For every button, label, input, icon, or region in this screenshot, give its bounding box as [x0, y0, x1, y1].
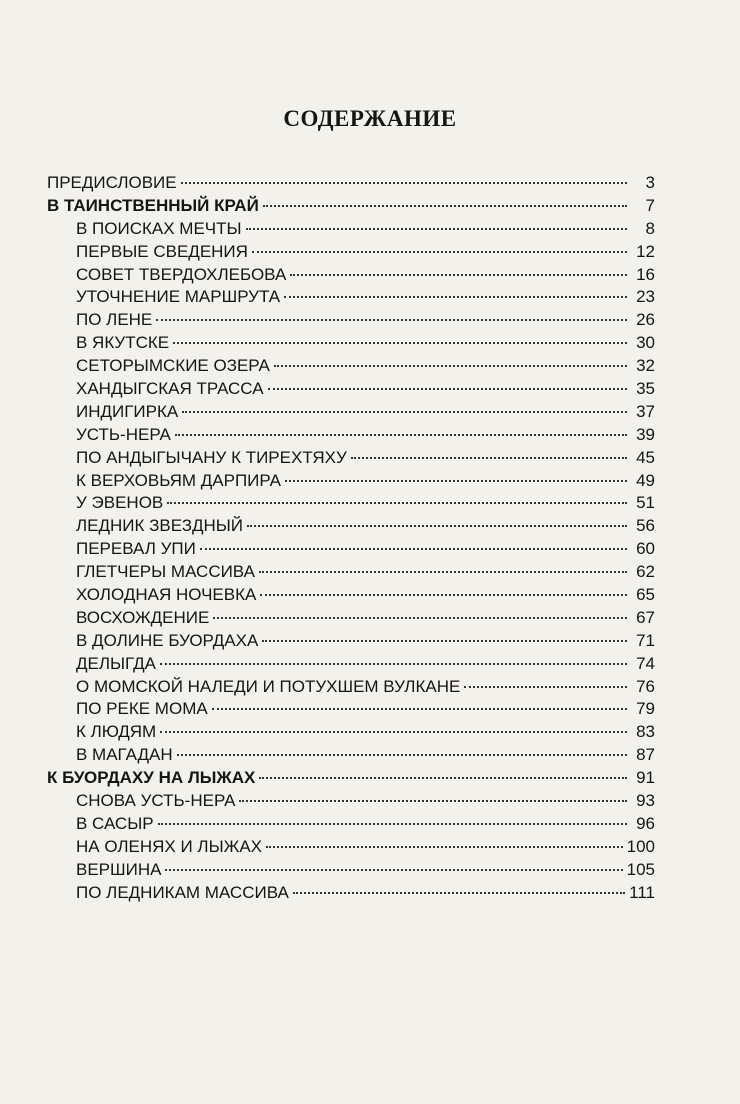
dot-leader	[156, 319, 627, 321]
toc-entry	[47, 607, 655, 630]
dot-leader	[274, 365, 627, 367]
toc-entry	[47, 630, 655, 653]
toc-entry-title: В МАГАДАН	[76, 745, 173, 765]
toc-entry-title: УТОЧНЕНИЕ МАРШРУТА	[76, 287, 281, 307]
toc-entry	[47, 355, 655, 378]
dot-leader	[259, 571, 627, 573]
toc-entry	[47, 698, 655, 721]
toc-entry-title: ПЕРЕВАЛ УПИ	[76, 539, 196, 559]
toc-entry	[47, 767, 655, 790]
dot-leader	[182, 411, 627, 413]
toc-entry-title: В ТАИНСТВЕННЫЙ КРАЙ	[47, 195, 259, 215]
dot-leader	[262, 640, 627, 642]
toc-entry-page-number: 37	[636, 401, 655, 421]
toc-entry-title: ПО ЛЕДНИКАМ МАССИВА	[76, 882, 289, 902]
dot-leader	[246, 228, 627, 230]
dot-leader	[175, 434, 627, 436]
toc-entry	[47, 584, 655, 607]
toc-entry-page-number: 26	[636, 310, 655, 330]
dot-leader	[158, 823, 627, 825]
dot-leader	[200, 548, 627, 550]
toc-entry-page-number: 74	[636, 653, 655, 673]
dot-leader	[266, 846, 623, 848]
toc-entry-page-number: 93	[636, 791, 655, 811]
toc-entry-title: ИНДИГИРКА	[76, 401, 179, 421]
dot-leader	[259, 777, 627, 779]
dot-leader	[268, 388, 627, 390]
toc-entry-title: ДЕЛЫГДА	[76, 653, 156, 673]
toc-entry-page-number: 71	[636, 630, 655, 650]
toc-entry	[47, 401, 655, 424]
toc-entry-title: ПРЕДИСЛОВИЕ	[47, 173, 177, 192]
toc-entry	[47, 836, 655, 859]
toc-entry	[47, 309, 655, 332]
toc-entry	[47, 218, 655, 241]
toc-entry-page-number: 32	[636, 356, 655, 376]
toc-entry-title: СНОВА УСТЬ-НЕРА	[76, 791, 236, 811]
toc-entry-page-number: 91	[636, 768, 655, 788]
toc-entry-title: В ЯКУТСКЕ	[76, 333, 170, 353]
toc-entry	[47, 447, 655, 470]
toc-entry	[47, 721, 655, 744]
toc-entry-page-number: 45	[636, 447, 655, 467]
toc-entry-title: ПО РЕКЕ МОМА	[76, 699, 208, 719]
toc-entry	[47, 286, 655, 309]
toc-entry-page-number: 83	[636, 722, 655, 742]
dot-leader	[239, 800, 627, 802]
toc-entry-page-number: 16	[636, 264, 655, 284]
toc-entry-page-number: 56	[636, 516, 655, 536]
dot-leader	[293, 892, 625, 894]
dot-leader	[181, 182, 627, 184]
toc-entry	[47, 332, 655, 355]
toc-entry-title: В ДОЛИНЕ БУОРДАХА	[76, 630, 259, 650]
dot-leader	[285, 480, 627, 482]
toc-entry-page-number: 62	[636, 562, 655, 582]
toc-entry-page-number: 12	[636, 241, 655, 261]
toc-entry	[47, 470, 655, 493]
toc-entry	[47, 744, 655, 767]
dot-leader	[160, 663, 627, 665]
toc-entry	[47, 195, 655, 218]
toc-entry	[47, 492, 655, 515]
toc-entry-title: О МОМСКОЙ НАЛЕДИ И ПОТУХШЕМ ВУЛКАНЕ	[76, 676, 461, 696]
dot-leader	[177, 754, 627, 756]
toc-entry-page-number: 51	[636, 493, 655, 513]
toc-entry	[47, 676, 655, 699]
toc-entry-title: ПО АНДЫГЫЧАНУ К ТИРЕХТЯХУ	[76, 447, 347, 467]
toc-entry-title: К ВЕРХОВЬЯМ ДАРПИРА	[76, 470, 281, 490]
dot-leader	[263, 205, 627, 207]
toc-entry	[47, 424, 655, 447]
toc-entry	[47, 790, 655, 813]
dot-leader	[165, 869, 622, 871]
toc-entry-page-number: 87	[636, 745, 655, 765]
toc-entry-title: ГЛЕТЧЕРЫ МАССИВА	[76, 562, 255, 582]
toc-entry-title: К БУОРДАХУ НА ЛЫЖАХ	[47, 768, 256, 788]
toc-entry-page-number: 60	[636, 539, 655, 559]
toc-entry-page-number: 111	[629, 882, 655, 902]
toc-entry-page-number: 30	[636, 333, 655, 353]
dot-leader	[284, 296, 627, 298]
toc-entry	[47, 241, 655, 264]
toc-entry	[47, 882, 655, 905]
toc-entry-title: ХОЛОДНАЯ НОЧЕВКА	[76, 585, 257, 605]
dot-leader	[167, 502, 627, 504]
toc-entry-title: УСТЬ-НЕРА	[76, 424, 171, 444]
toc-entry-title: ЛЕДНИК ЗВЕЗДНЫЙ	[76, 516, 244, 536]
toc-entry-title: НА ОЛЕНЯХ И ЛЫЖАХ	[76, 836, 263, 856]
toc-entry-page-number: 39	[636, 424, 655, 444]
dot-leader	[290, 274, 627, 276]
dot-leader	[252, 251, 627, 253]
toc-entry	[47, 378, 655, 401]
toc-entry-title: У ЭВЕНОВ	[76, 493, 164, 513]
toc-entry-title: ВЕРШИНА	[76, 859, 162, 879]
dot-leader	[247, 525, 627, 527]
toc-entry-page-number: 105	[626, 859, 655, 879]
dot-leader	[464, 686, 627, 688]
toc-entry-title: ХАНДЫГСКАЯ ТРАССА	[76, 379, 264, 399]
dot-leader	[351, 457, 627, 459]
dot-leader	[260, 594, 627, 596]
toc-entry	[47, 538, 655, 561]
dot-leader	[212, 708, 627, 710]
toc-entry-title: В ПОИСКАХ МЕЧТЫ	[76, 218, 242, 238]
toc-entry	[47, 515, 655, 538]
toc-entry-title: СОВЕТ ТВЕРДОХЛЕБОВА	[76, 264, 287, 284]
toc-entry	[47, 561, 655, 584]
toc-entry	[47, 859, 655, 882]
toc-entry-page-number: 3	[645, 173, 655, 192]
dot-leader	[213, 617, 627, 619]
toc-entry	[47, 172, 655, 195]
toc-entry-page-number: 35	[636, 379, 655, 399]
toc-entry-page-number: 23	[636, 287, 655, 307]
toc-entry-page-number: 96	[636, 813, 655, 833]
page-title: СОДЕРЖАНИЕ	[283, 106, 457, 131]
toc-entry-page-number: 7	[645, 195, 655, 215]
toc-entry-title: СЕТОРЫМСКИЕ ОЗЕРА	[76, 356, 270, 376]
toc-entry-title: К ЛЮДЯМ	[76, 722, 157, 742]
toc-entry	[47, 653, 655, 676]
toc-entry-page-number: 8	[645, 218, 655, 238]
dot-leader	[173, 342, 627, 344]
toc-entry-title: ПО ЛЕНЕ	[76, 310, 153, 330]
toc-entry	[47, 264, 655, 287]
toc-entry-page-number: 49	[636, 470, 655, 490]
toc-entry-page-number: 79	[636, 699, 655, 719]
dot-leader	[160, 731, 627, 733]
toc-entry-page-number: 65	[636, 585, 655, 605]
toc-entry-title: ПЕРВЫЕ СВЕДЕНИЯ	[76, 241, 248, 261]
toc-entry-page-number: 76	[636, 676, 655, 696]
toc-entry-title: ВОСХОЖДЕНИЕ	[76, 607, 210, 627]
toc-entry-page-number: 100	[626, 836, 655, 856]
table-of-contents	[47, 172, 655, 905]
toc-entry-page-number: 67	[636, 607, 655, 627]
toc-entry-title: В САСЫР	[76, 813, 154, 833]
toc-entry	[47, 813, 655, 836]
